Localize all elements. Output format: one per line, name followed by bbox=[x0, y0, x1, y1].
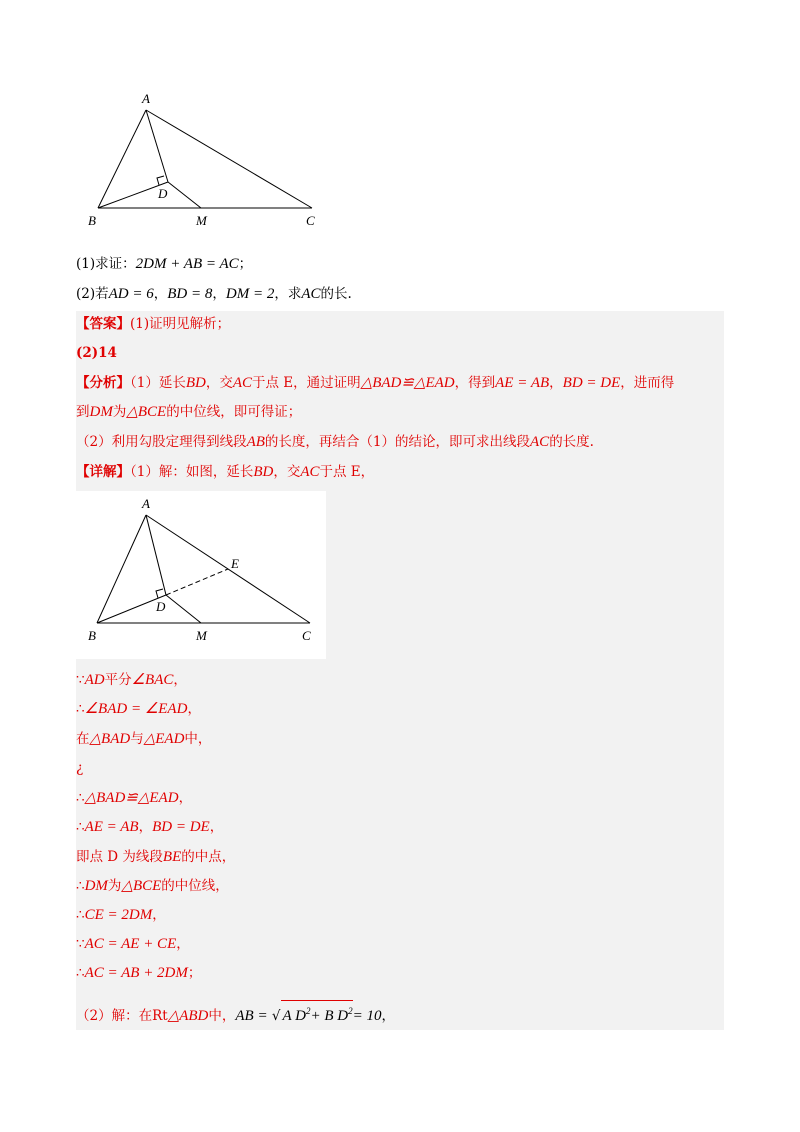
proof-step: ∴∠BAD = ∠EAD， bbox=[76, 701, 201, 717]
label-C: C bbox=[306, 213, 315, 228]
label-D: D bbox=[158, 186, 168, 201]
segment-AD bbox=[146, 515, 166, 595]
label-M: M bbox=[196, 628, 207, 643]
sqrt-sign: √ bbox=[271, 1008, 281, 1024]
analysis-line-3: （2）利用勾股定理得到线段AB的长度，再结合（1）的结论，即可求出线段AC的长度. bbox=[76, 434, 594, 450]
analysis-line-2: 到DM为△BCE的中位线，即可得证； bbox=[76, 404, 302, 420]
proof-step: 在△BAD与△EAD中， bbox=[76, 731, 212, 747]
proof-step: ∴DM为△BCE的中位线， bbox=[76, 878, 229, 894]
proof-step: ¿ bbox=[76, 760, 84, 776]
segment-DM bbox=[168, 182, 201, 208]
detail-intro: 【详解】（1）解：如图，延长BD，交AC于点 E， bbox=[76, 464, 375, 480]
analysis-line-1: 【分析】（1）延长BD，交AC于点 E，通过证明△BAD≌△EAD，得到AE = AB，BD = DE，进而得 bbox=[76, 375, 675, 391]
label-B: B bbox=[88, 628, 96, 643]
segment-DM bbox=[166, 595, 201, 623]
figure-triangle-1 bbox=[80, 85, 330, 235]
question-part1: (1)求证：2DM + AB = AC； bbox=[76, 256, 253, 272]
segment-AB bbox=[97, 515, 146, 623]
label-C: C bbox=[302, 628, 311, 643]
proof-step: ∴△BAD≌△EAD， bbox=[76, 790, 193, 806]
sqrt-radicand: A $D^2+ B$ $D^2$ bbox=[281, 1000, 353, 1026]
proof-step: ∴CE = 2DM， bbox=[76, 907, 166, 923]
label-A: A bbox=[142, 91, 150, 106]
label-A: A bbox=[142, 496, 150, 511]
proof-step: ∵AC = AE + CE， bbox=[76, 936, 190, 952]
detail-part2: （2）解：在Rt△ABD中，AB = √ A $D^2+ B$ $D^2= 10$， bbox=[76, 1000, 395, 1026]
label-E: E bbox=[231, 556, 239, 571]
question-part2: (2)若AD = 6，BD = 8，DM = 2，求AC的长. bbox=[76, 286, 352, 302]
label-B: B bbox=[88, 213, 96, 228]
proof-step: 即点 D 为线段BE的中点， bbox=[76, 849, 236, 865]
answer-part2: (2)14 bbox=[76, 345, 117, 361]
proof-step: ∵AD平分∠BAC， bbox=[76, 672, 187, 688]
figure-triangle-2 bbox=[76, 491, 326, 659]
answer-line: 【答案】(1)证明见解析； bbox=[76, 316, 231, 332]
segment-AC bbox=[146, 110, 312, 208]
proof-step: ∴AC = AB + 2DM； bbox=[76, 965, 202, 981]
proof-step: ∴AE = AB，BD = DE， bbox=[76, 819, 224, 835]
segment-DE-dashed bbox=[166, 569, 228, 595]
label-D: D bbox=[156, 599, 166, 614]
label-M: M bbox=[196, 213, 207, 228]
